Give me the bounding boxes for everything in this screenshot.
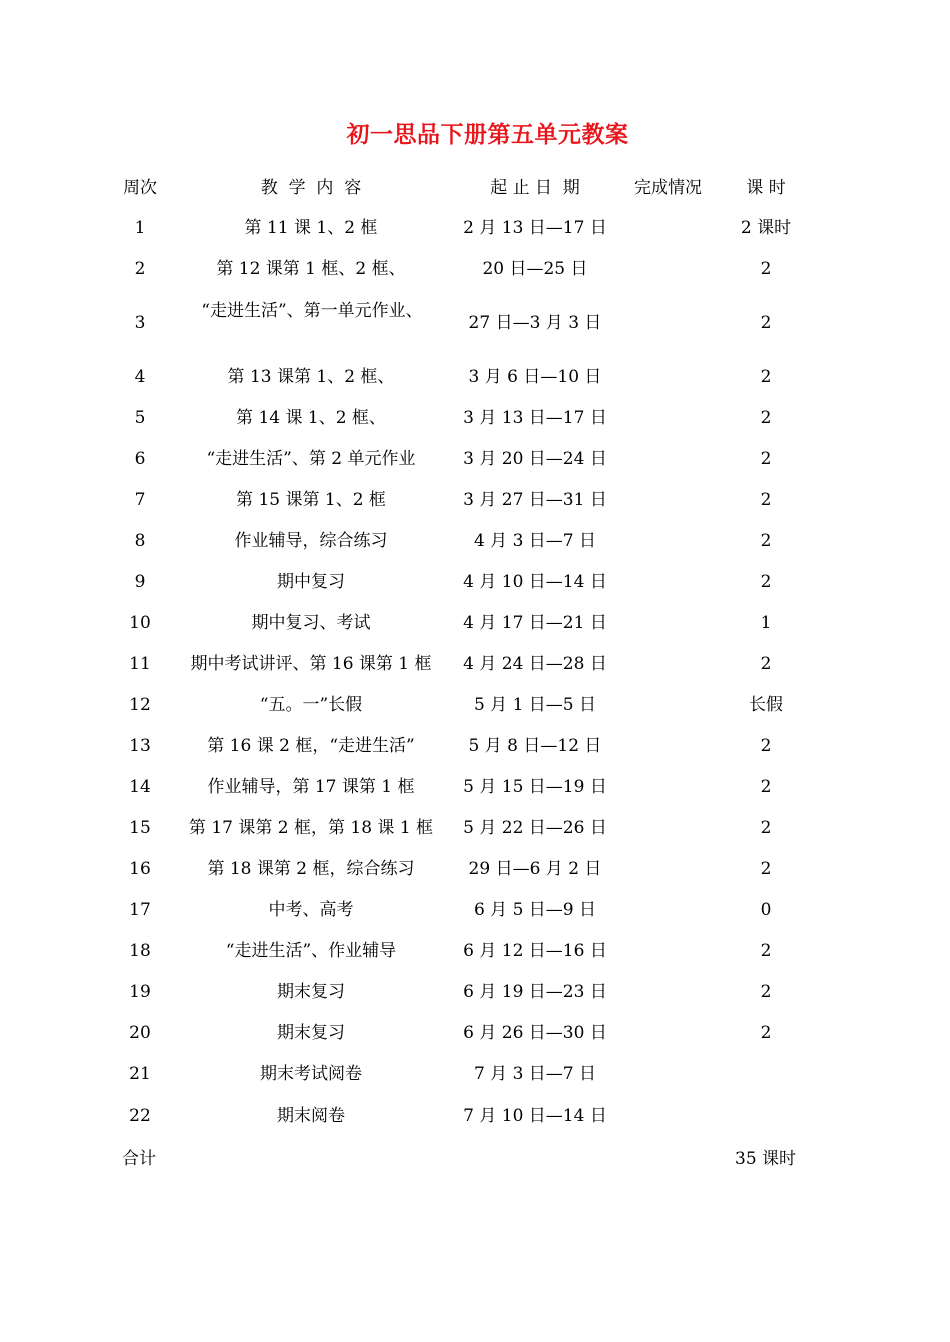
cell-date: 7 月 10 日—14 日 (463, 1106, 607, 1126)
cell-week: 13 (129, 736, 151, 756)
cell-hours: 2 (760, 941, 772, 961)
cell-content: 第 12 课第 1 框、2 框、 (216, 259, 406, 279)
cell-hours: 2 (760, 408, 772, 428)
cell-content: 作业辅导，综合练习 (234, 531, 388, 551)
cell-date: 4 月 3 日—7 日 (473, 531, 597, 551)
cell-hours: 2 (760, 531, 772, 551)
header-content: 教 学 内 容 (260, 178, 362, 198)
cell-week: 20 (129, 1023, 151, 1043)
cell-content: 作业辅导，第 17 课第 1 框 (207, 777, 415, 797)
header-date: 起 止 日 期 (490, 178, 580, 198)
cell-week: 10 (129, 613, 151, 633)
cell-content: “走进生活”、第 2 单元作业 (206, 449, 416, 469)
cell-week: 11 (129, 654, 151, 674)
cell-date: 3 月 20 日—24 日 (463, 449, 607, 469)
cell-content: 第 14 课 1、2 框、 (236, 408, 386, 428)
cell-date: 5 月 22 日—26 日 (463, 818, 607, 838)
cell-hours: 2 (760, 859, 772, 879)
cell-date: 5 月 8 日—12 日 (468, 736, 602, 756)
cell-hours: 2 (760, 572, 772, 592)
cell-content: 第 13 课第 1、2 框、 (227, 367, 395, 387)
cell-hours: 2 (760, 777, 772, 797)
cell-content: “五。一”长假 (259, 695, 363, 715)
cell-date: 2 月 13 日—17 日 (463, 218, 607, 238)
cell-content: 期中复习 (277, 572, 345, 592)
cell-content: 期中复习、考试 (251, 613, 371, 633)
cell-content: 第 18 课第 2 框，综合练习 (207, 859, 415, 879)
cell-date: 6 月 26 日—30 日 (463, 1023, 607, 1043)
cell-hours: 2 (760, 313, 772, 333)
cell-hours: 2 (760, 1023, 772, 1043)
cell-date: 4 月 17 日—21 日 (463, 613, 607, 633)
cell-week: 2 (134, 259, 146, 279)
cell-hours: 2 (760, 654, 772, 674)
cell-week: 6 (134, 449, 146, 469)
cell-content: 期末复习 (277, 1023, 345, 1043)
header-week: 周次 (123, 178, 157, 198)
header-hours: 课 时 (746, 178, 786, 198)
cell-hours: 2 (760, 818, 772, 838)
cell-date: 6 月 5 日—9 日 (473, 900, 597, 920)
cell-hours: 2 (760, 367, 772, 387)
cell-week: 16 (129, 859, 151, 879)
total-value: 35 课时 (735, 1149, 797, 1169)
cell-content: 第 16 课 2 框，“走进生活” (207, 736, 415, 756)
cell-date: 5 月 15 日—19 日 (463, 777, 607, 797)
cell-hours: 2 (760, 982, 772, 1002)
cell-date: 3 月 13 日—17 日 (463, 408, 607, 428)
cell-content: “走进生活”、作业辅导 (225, 941, 397, 961)
cell-week: 7 (134, 490, 146, 510)
page-title: 初一思品下册第五单元教案 (346, 121, 629, 148)
header-status: 完成情况 (634, 178, 702, 198)
cell-hours: 2 (760, 259, 772, 279)
cell-hours: 2 (760, 736, 772, 756)
cell-week: 18 (129, 941, 151, 961)
cell-week: 8 (134, 531, 146, 551)
cell-week: 4 (134, 367, 146, 387)
cell-week: 17 (129, 900, 151, 920)
cell-date: 20 日—25 日 (482, 259, 588, 279)
cell-date: 6 月 12 日—16 日 (463, 941, 607, 961)
cell-week: 19 (129, 982, 151, 1002)
cell-week: 3 (134, 313, 146, 333)
cell-week: 15 (129, 818, 151, 838)
cell-date: 3 月 6 日—10 日 (468, 367, 602, 387)
cell-week: 9 (134, 572, 146, 592)
cell-content: 期末阅卷 (277, 1106, 345, 1126)
cell-content: 期末复习 (277, 982, 345, 1002)
cell-hours: 2 课时 (740, 218, 792, 238)
cell-week: 5 (134, 408, 146, 428)
cell-hours: 0 (760, 900, 772, 920)
cell-content: “走进生活”、第一单元作业、 (201, 301, 423, 321)
total-label: 合计 (122, 1149, 156, 1169)
cell-date: 3 月 27 日—31 日 (463, 490, 607, 510)
cell-content: 第 17 课第 2 框，第 18 课 1 框 (188, 818, 434, 838)
cell-date: 6 月 19 日—23 日 (463, 982, 607, 1002)
cell-content: 中考、高考 (268, 900, 354, 920)
cell-date: 4 月 10 日—14 日 (463, 572, 607, 592)
cell-week: 1 (134, 218, 146, 238)
cell-week: 12 (129, 695, 151, 715)
cell-hours: 1 (760, 613, 772, 633)
cell-date: 4 月 24 日—28 日 (463, 654, 607, 674)
cell-content: 第 15 课第 1、2 框 (236, 490, 386, 510)
cell-hours: 长假 (749, 695, 783, 715)
cell-content: 期末考试阅卷 (260, 1064, 362, 1084)
cell-content: 期中考试讲评、第 16 课第 1 框 (190, 654, 432, 674)
cell-date: 29 日—6 月 2 日 (468, 859, 602, 879)
cell-date: 5 月 1 日—5 日 (473, 695, 597, 715)
cell-week: 22 (129, 1106, 151, 1126)
cell-week: 14 (129, 777, 151, 797)
cell-date: 27 日—3 月 3 日 (468, 313, 602, 333)
cell-content: 第 11 课 1、2 框 (244, 218, 378, 238)
cell-date: 7 月 3 日—7 日 (473, 1064, 597, 1084)
cell-hours: 2 (760, 449, 772, 469)
cell-hours: 2 (760, 490, 772, 510)
cell-week: 21 (129, 1064, 151, 1084)
